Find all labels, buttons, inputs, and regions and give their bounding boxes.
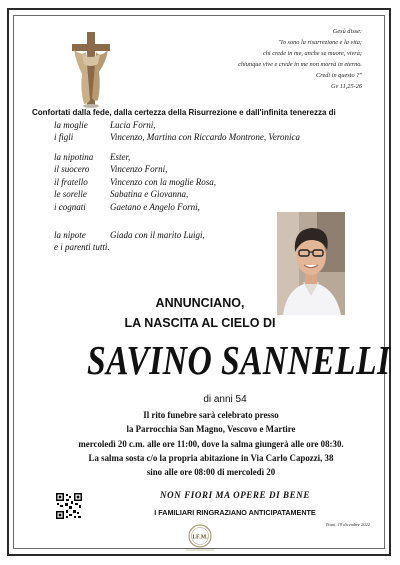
quote-reference: Gv 11,25-26 <box>330 83 362 90</box>
deceased-age: di anni 54 <box>203 394 247 405</box>
relative-names: Sabatina e Giovanna, <box>110 189 189 200</box>
relative-role: il fratello <box>54 176 88 187</box>
relative-role: i figli <box>54 132 74 143</box>
relatives-group <box>54 119 300 144</box>
thanks-notice: I FAMILIARI RINGRAZIANO ANTICIPATAMENTE <box>154 508 316 517</box>
funeral-details <box>40 408 382 479</box>
announce-line-1: ANNUNCIANO, <box>155 296 245 310</box>
cross-icon <box>68 30 114 108</box>
place-date: Trani, 19 dicembre 2022 <box>325 522 370 527</box>
flowers-notice: NON FIORI MA OPERE DI BENE <box>160 490 310 500</box>
funeral-home-logo-icon <box>180 523 220 553</box>
funeral-line: la Parrocchia San Magno, Vescovo e Martire <box>126 424 296 435</box>
announce-line-2: LA NASCITA AL CIELO DI <box>124 316 276 330</box>
relative-role: la nipotina <box>54 152 94 162</box>
funeral-line: La salma sosta c/o la propria abitazione in Via Carlo Capozzi, 38 <box>88 452 334 463</box>
relative-role: la nipote <box>54 230 86 240</box>
relative-names: Vincenzo, Martina con Riccardo Montrone, Veronica <box>110 132 301 143</box>
relative-role: la moglie <box>54 120 88 130</box>
funeral-line: sino alle ore 08:00 di mercoledì 20 <box>146 467 276 478</box>
relative-names: Giada con il marito Luigi, <box>110 230 205 240</box>
quote-line: "Io sono la risurrezione e la vita; <box>278 39 362 46</box>
relative-role: il suocero <box>54 164 90 175</box>
intro-text: Confortati dalla fede, dalla certezza della Risurrezione e dall'infinita tenerezza di <box>32 108 336 117</box>
quote-line: chiunque vive e crede in me non morrà in eterno. <box>238 61 362 68</box>
relative-row <box>54 229 205 241</box>
quote-line: Credi in questo ?" <box>316 72 362 79</box>
relative-names: Gaetano e Angelo Forni, <box>110 201 200 212</box>
relative-row <box>54 188 216 200</box>
deceased-name: SAVINO SANNELLI <box>87 337 391 383</box>
relative-row <box>54 119 300 131</box>
qr-code-icon[interactable] <box>56 493 82 519</box>
relative-row <box>54 163 216 175</box>
relative-row <box>54 131 300 143</box>
relative-names: Vincenzo Forni, <box>110 164 168 175</box>
quote-line: chi crede in me, anche se muore, vivrà; <box>262 50 362 57</box>
logo-monogram: I.F.M. <box>192 534 208 541</box>
relatives-closing: e i parenti tutti. <box>54 242 110 253</box>
relative-row <box>54 201 216 213</box>
gospel-quote <box>142 26 362 92</box>
funeral-line: Il rito funebre sarà celebrato presso <box>143 410 279 420</box>
relative-names: Ester, <box>110 152 131 162</box>
relative-row <box>54 176 216 188</box>
relative-names: Vincenzo con la moglie Rosa, <box>110 176 217 187</box>
relative-row <box>54 241 205 253</box>
relatives-group <box>54 151 216 213</box>
relative-role: le sorelle <box>54 189 87 200</box>
relative-row <box>54 151 216 163</box>
relative-names: Lucia Forni, <box>110 120 156 130</box>
funeral-line: mercoledì 20 c.m. alle ore 11:00, dove la salma giungerà alle ore 08:30. <box>78 438 344 449</box>
relatives-group <box>54 229 205 254</box>
relative-role: i cognati <box>54 201 86 212</box>
quote-line: Gesù disse: <box>332 28 362 35</box>
